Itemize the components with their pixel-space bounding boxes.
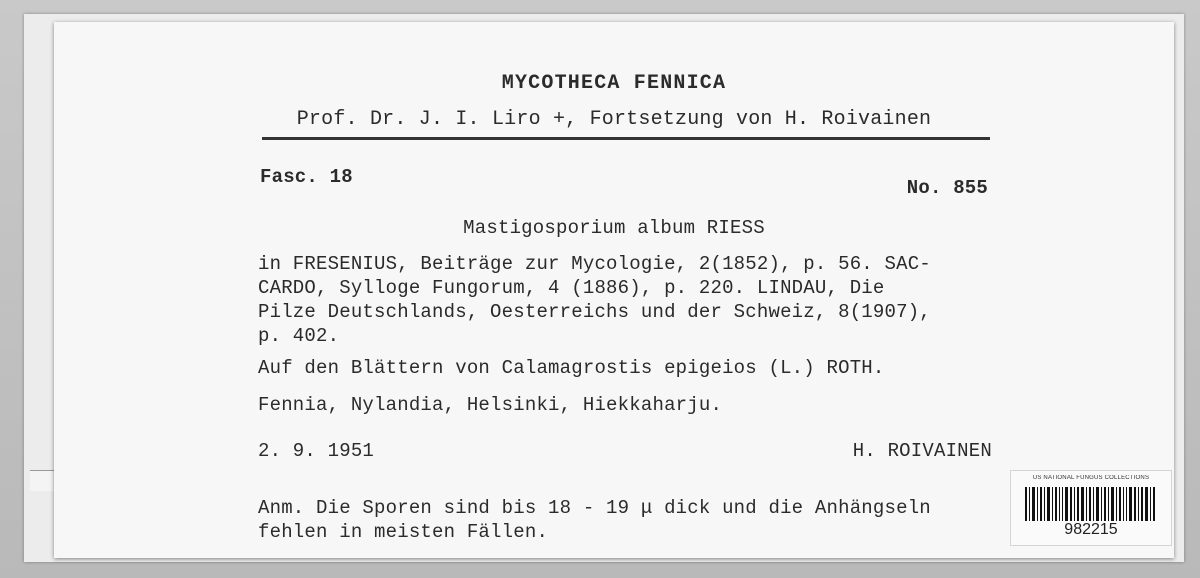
- barcode-number: 982215: [1064, 521, 1118, 538]
- host-plant: Auf den Blättern von Calamagrostis epigeios (L.) ROTH.: [258, 357, 885, 379]
- note-line: Anm. Die Sporen sind bis 18 - 19 μ dick und die Anhängseln: [258, 497, 931, 519]
- citation-line: Pilze Deutschlands, Oesterreichs und der Schweiz, 8(1907),: [258, 301, 931, 323]
- label-title: MYCOTHECA FENNICA: [501, 72, 727, 95]
- collection-date: 2. 9. 1951: [258, 440, 375, 462]
- fascicle: Fasc. 18: [260, 166, 353, 188]
- citation: [258, 252, 994, 348]
- annotation-note: [258, 496, 996, 544]
- locality: Fennia, Nylandia, Helsinki, Hiekkaharju.: [258, 394, 723, 416]
- citation-line: p. 402.: [258, 325, 340, 347]
- citation-line: in FRESENIUS, Beiträge zur Mycologie, 2(1852), p. 56. SAC-: [258, 253, 931, 275]
- citation-line: CARDO, Sylloge Fungorum, 4 (1886), p. 220. LINDAU, Die: [258, 277, 885, 299]
- collector: H. ROIVAINEN: [852, 440, 992, 462]
- barcode-sticker: [1010, 470, 1172, 546]
- specimen-number: No. 855: [906, 177, 988, 199]
- specimen-label: [54, 22, 1174, 558]
- barcode-icon: [1025, 487, 1157, 521]
- title-rule: [262, 137, 990, 140]
- species-name: Mastigosporium album RIESS: [463, 217, 765, 239]
- note-line: fehlen in meisten Fällen.: [258, 521, 549, 543]
- sticker-header: US NATIONAL FUNGUS COLLECTIONS: [1032, 475, 1150, 481]
- label-subtitle: Prof. Dr. J. I. Liro +, Fortsetzung von H. Roivainen: [296, 108, 932, 131]
